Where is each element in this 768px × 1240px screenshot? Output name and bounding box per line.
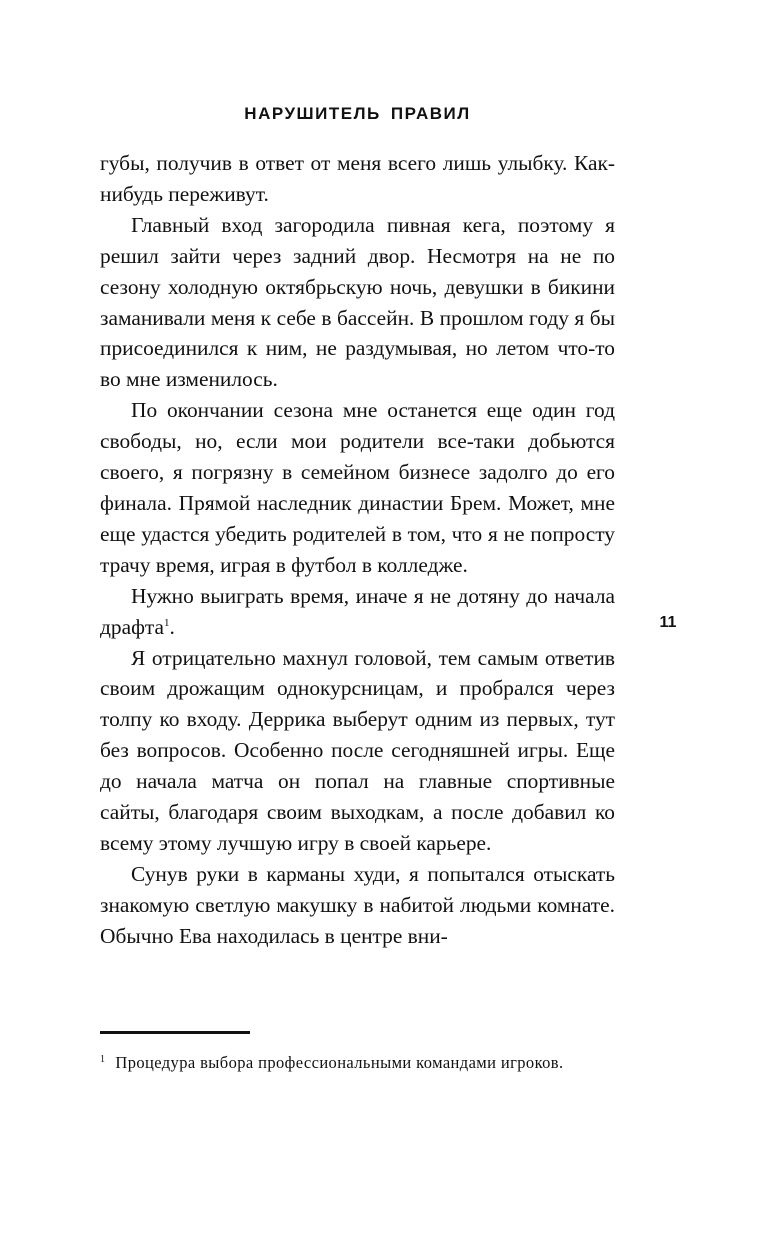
paragraph-text: Нужно выиграть время, иначе я не дотяну до начала драфта — [100, 583, 615, 639]
footnote — [100, 1050, 615, 1075]
footnote-rule — [100, 1031, 250, 1034]
paragraph-text-end: . — [169, 614, 175, 639]
paragraph: По окончании сезона мне останется еще один год свободы, но, если мои родители все-таки добьются своего, я погрязну в семейном бизнесе задолго до его финала. Прямой наследник династии Брем. Может, мне еще удастся убедить родителей в том, что я не попросту трачу время, играя в футбол в колледже. — [100, 398, 615, 577]
paragraph: Я отрицательно махнул головой, тем самым ответив своим дрожащим однокурсницам, и пробрался через толпу ко входу. Деррика выберут одним из первых, тут без вопросов. Особенно после сегодняшней игры. Еще до начала матча он попал на главные спортивные сайты, благодаря своим выходкам, а после добавил ко всему этому лучшую игру в своей карьере. — [100, 645, 615, 855]
footnote-reference: 1 — [164, 616, 170, 629]
footnote-mark: 1 — [100, 1053, 106, 1065]
body-text — [100, 148, 615, 952]
running-header: НАРУШИТЕЛЬ ПРАВИЛ — [244, 104, 471, 123]
paragraph-with-footnote — [100, 581, 615, 643]
paragraph: Сунув руки в карманы худи, я попытался отыскать знакомую светлую макушку в набитой людьми комнате. Обычно Ева находилась в центре вни- — [100, 861, 615, 948]
paragraph: Главный вход загородила пивная кега, поэтому я решил зайти через задний двор. Несмотря на не по сезону холодную октябрьскую ночь, девушки в бикини заманивали меня к себе в бассейн. В прошлом году я бы присоединился к ним, не раздумывая, но летом что-то во мне изменилось. — [100, 212, 615, 392]
page-number: 11 — [659, 614, 677, 631]
paragraph-continued: губы, получив в ответ от меня всего лишь улыбку. Как-нибудь переживут. — [100, 151, 615, 206]
footnote-text: Процедура выбора профессиональными командами игроков. — [115, 1053, 564, 1072]
